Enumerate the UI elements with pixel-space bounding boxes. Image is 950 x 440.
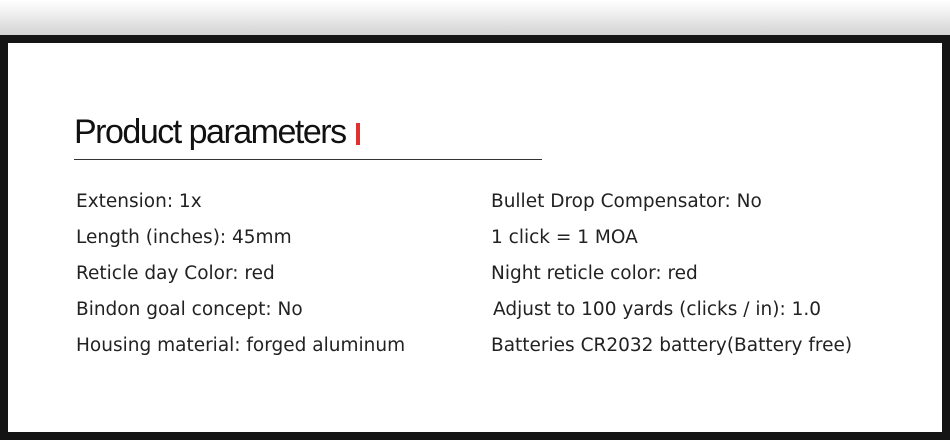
param-right-1: Bullet Drop Compensator: No xyxy=(491,191,762,212)
param-left-5: Housing material: forged aluminum xyxy=(76,335,406,356)
param-right-3: Night reticle color: red xyxy=(491,263,698,284)
param-left-1: Extension: 1x xyxy=(76,191,202,212)
section-header xyxy=(74,112,542,160)
top-shadow-band xyxy=(0,0,950,38)
section-title xyxy=(74,112,360,152)
param-left-2: Length (inches): 45mm xyxy=(76,227,292,248)
param-left-3: Reticle day Color: red xyxy=(76,263,275,284)
param-right-2: 1 click = 1 MOA xyxy=(491,227,638,248)
title-accent-bar xyxy=(356,123,360,145)
param-right-4: Adjust to 100 yards (clicks / in): 1.0 xyxy=(493,299,821,320)
param-left-4: Bindon goal concept: No xyxy=(76,299,303,320)
section-title-text: Product parameters xyxy=(74,113,346,151)
param-right-5: Batteries CR2032 battery(Battery free) xyxy=(491,335,853,356)
